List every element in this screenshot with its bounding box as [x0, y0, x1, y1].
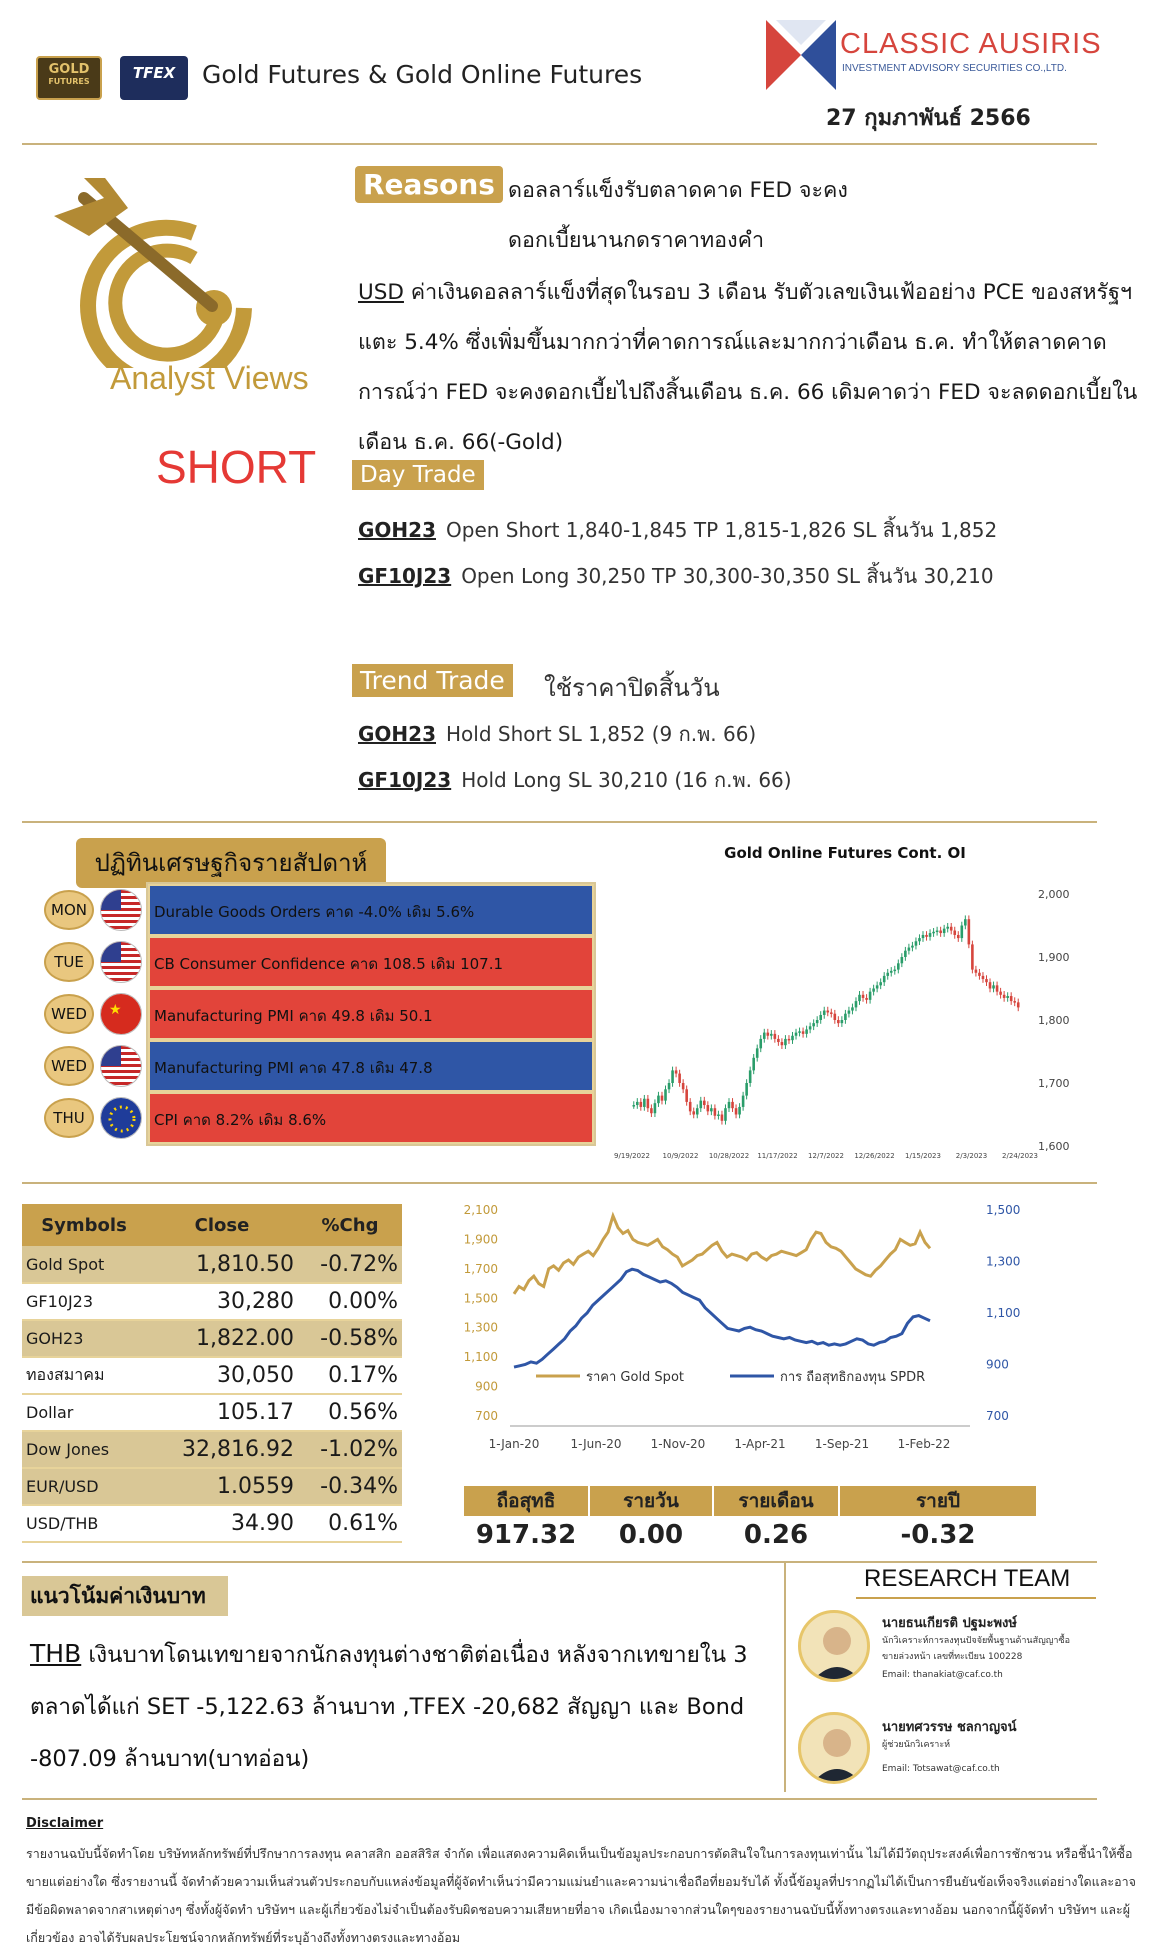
section-divider-2 — [22, 1182, 1097, 1184]
chart1-candle — [883, 976, 886, 982]
chart1-candle — [851, 1007, 854, 1010]
gold-online-futures-chart — [610, 836, 1080, 1166]
chart1-candle — [657, 1096, 660, 1104]
price-symbol: EUR/USD — [22, 1468, 146, 1505]
chart1-candle — [759, 1039, 762, 1048]
analyst-views-label: Analyst Views — [110, 360, 309, 396]
analyst-name-1: นายธนเกียรติ ปฐมะพงษ์ — [882, 1616, 1017, 1631]
price-close: 105.17 — [146, 1394, 298, 1431]
chart1-candle — [978, 973, 981, 976]
chart1-candle — [668, 1083, 671, 1089]
spdr-header-0: ถือสุทธิ — [464, 1486, 588, 1516]
chart2-x-tick: 1-Nov-20 — [650, 1437, 706, 1451]
chart1-candle — [886, 973, 889, 976]
chart1-candle — [742, 1096, 745, 1107]
gold-spot-spdr-chart — [440, 1188, 1040, 1458]
chart1-candle — [918, 938, 921, 941]
price-row — [22, 1357, 402, 1394]
chart1-candle — [777, 1039, 780, 1042]
chart1-candle — [999, 992, 1002, 995]
chart2-y-right-tick: 1,100 — [986, 1306, 1021, 1320]
chart1-candle — [654, 1103, 657, 1113]
chart1-x-tick: 10/9/2022 — [662, 1152, 699, 1160]
chart1-candle — [696, 1108, 699, 1114]
chart1-candle — [721, 1115, 724, 1121]
chart1-candle — [798, 1031, 801, 1033]
chart1-candle — [636, 1102, 639, 1105]
price-row — [22, 1505, 402, 1542]
price-close: 30,280 — [146, 1283, 298, 1320]
price-row — [22, 1394, 402, 1431]
chart1-candle — [728, 1102, 731, 1108]
chart1-candle — [953, 931, 956, 935]
chart1-candle — [643, 1099, 646, 1107]
spdr-value-2: 0.26 — [743, 1520, 809, 1550]
chart1-x-tick: 9/19/2022 — [614, 1152, 650, 1160]
chart1-y-tick: 2,000 — [1038, 888, 1070, 901]
chart1-candle — [819, 1015, 822, 1020]
chart1-candle — [858, 995, 861, 1001]
calendar-event-0: Durable Goods Orders คาด -4.0% เดิม 5.6% — [148, 884, 594, 936]
chart1-candle — [816, 1020, 819, 1023]
chart1-x-tick: 11/17/2022 — [757, 1152, 798, 1160]
chart1-candle — [809, 1026, 812, 1029]
chart1-candle — [925, 935, 928, 937]
baht-body: เงินบาทโดนเทขายจากนักลงทุนต่างชาติต่อเนื่อง หลังจากเทขายใน 3 ตลาดได้แก่ SET -5,122.63 ล้านบาท ,TFEX -20,682 สัญญา และ Bond -807.09 ล้านบาท(บาทอ่อน) — [30, 1642, 748, 1772]
price-close: 1.0559 — [146, 1468, 298, 1505]
price-header-close: Close — [146, 1204, 298, 1246]
chart1-x-tick: 10/28/2022 — [708, 1152, 750, 1160]
chart1-y-tick: 1,900 — [1038, 951, 1070, 964]
analyst-info-1a: นักวิเคราะห์การลงทุนปัจจัยพื้นฐานด้านสัญญาซื้อ — [882, 1636, 1070, 1646]
person-icon — [801, 1715, 870, 1784]
day-trade-line-2 — [358, 560, 994, 592]
price-symbol: GOH23 — [22, 1320, 146, 1357]
cn-flag-icon — [100, 993, 142, 1035]
chart1-candle — [844, 1014, 847, 1020]
chart2-series-1 — [514, 1269, 930, 1367]
chart1-candle — [682, 1083, 685, 1089]
chart1-x-tick: 2/24/2023 — [1002, 1152, 1038, 1160]
spdr-header-3: รายปี — [840, 1486, 1036, 1516]
chart1-candle — [731, 1102, 734, 1108]
calendar-day-3: WED — [44, 1046, 94, 1086]
chart1-candle — [872, 989, 875, 992]
price-change: 0.17% — [298, 1357, 402, 1394]
chart1-candle — [774, 1034, 777, 1039]
price-close: 1,810.50 — [146, 1246, 298, 1283]
reasons-body — [358, 268, 1148, 468]
chart1-candle — [1006, 996, 1009, 998]
day-trade-code-2: GF10J23 — [358, 564, 452, 588]
chart2-x-tick: 1-Sep-21 — [814, 1437, 870, 1451]
day-trade-line-1 — [358, 514, 997, 546]
day-trade-text-2: Open Long 30,250 TP 30,300-30,350 SL สิ้นวัน 30,210 — [461, 564, 994, 588]
disclaimer-title: Disclaimer — [26, 1816, 104, 1831]
chart1-candle — [661, 1096, 664, 1101]
chart1-candle — [770, 1034, 773, 1036]
price-close: 34.90 — [146, 1505, 298, 1542]
reasons-body-text: ค่าเงินดอลลาร์แข็งที่สุดในรอบ 3 เดือน รับตัวเลขเงินเฟ้ออย่าง PCE ของสหรัฐฯแตะ 5.4% ซึ่งเพิ่มขึ้นมากกว่าที่คาดการณ์และมากกว่าเดือน ธ.ค. ทำให้ตลาดคาดการณ์ว่า FED จะคงดอกเบี้ยไปถึงสิ้นเดือน ธ.ค. 66 เดิมคาดว่า FED จะลดดอกเบี้ยในเดือน ธ.ค. 66(-Gold) — [358, 280, 1138, 455]
chart1-candle — [812, 1023, 815, 1026]
us-flag-icon — [100, 1045, 142, 1087]
analyst-avatar-1 — [798, 1610, 870, 1682]
chart1-candle — [865, 998, 868, 1000]
calendar-event-1: CB Consumer Confidence คาด 108.5 เดิม 107.1 — [148, 936, 594, 988]
chart1-candle — [735, 1108, 738, 1114]
chart1-candle — [1017, 1002, 1020, 1007]
research-title-underline — [856, 1597, 1096, 1599]
chart2-x-tick: 1-Jan-20 — [488, 1437, 540, 1451]
chart1-candle — [879, 982, 882, 985]
chart1-candle — [939, 931, 942, 934]
chart1-candle — [890, 971, 893, 973]
chart1-x-tick: 2/3/2023 — [955, 1152, 988, 1160]
chart1-candle — [707, 1105, 710, 1111]
chart1-candle — [964, 919, 967, 925]
chart2-y-right-tick: 1,300 — [986, 1254, 1021, 1269]
price-symbol: USD/THB — [22, 1505, 146, 1542]
header-divider — [22, 143, 1097, 145]
trend-trade-line-2 — [358, 764, 792, 796]
chart1-candle — [749, 1070, 752, 1083]
price-row — [22, 1283, 402, 1320]
tfex-logo — [120, 56, 188, 100]
chart2-y-left-tick: 1,700 — [463, 1261, 498, 1276]
chart1-candle — [788, 1039, 791, 1041]
price-row — [22, 1246, 402, 1283]
analyst-email-1: Email: thanakiat@caf.co.th — [882, 1670, 1003, 1680]
chart1-candle — [904, 951, 907, 957]
price-symbol: ทองสมาคม — [22, 1357, 146, 1394]
trend-trade-code-2: GF10J23 — [358, 768, 452, 792]
chart1-candle — [795, 1033, 798, 1036]
chart1-candle — [897, 963, 900, 969]
price-header-symbols: Symbols — [22, 1204, 146, 1246]
trend-trade-code-1: GOH23 — [358, 722, 436, 746]
gold-logo-line1: GOLD — [48, 62, 90, 77]
calendar-day-2: WED — [44, 994, 94, 1034]
chart1-candle — [975, 970, 978, 973]
reasons-usd-label: USD — [358, 280, 404, 305]
chart1-y-tick: 1,600 — [1038, 1140, 1070, 1153]
chart1-candle — [717, 1115, 720, 1117]
chart1-candle — [745, 1083, 748, 1096]
chart1-candle — [671, 1070, 674, 1083]
calendar-event-3: Manufacturing PMI คาด 47.8 เดิม 47.8 — [148, 1040, 594, 1092]
chart1-candle — [692, 1111, 695, 1114]
analyst-info-1b: ขายล่วงหน้า เลขที่ทะเบียน 100228 — [882, 1652, 1023, 1662]
day-trade-text-1: Open Short 1,840-1,845 TP 1,815-1,826 SL สิ้นวัน 1,852 — [446, 518, 998, 542]
chart1-candle — [929, 933, 932, 937]
chart1-candle — [862, 995, 865, 998]
price-symbol: Gold Spot — [22, 1246, 146, 1283]
person-icon — [801, 1613, 870, 1682]
chart1-candle — [767, 1033, 770, 1036]
price-row — [22, 1468, 402, 1505]
baht-code: THB — [30, 1639, 82, 1668]
calendar-day-4: THU — [44, 1098, 94, 1138]
chart1-candle — [784, 1039, 787, 1045]
price-row — [22, 1320, 402, 1357]
trend-trade-text-2: Hold Long SL 30,210 (16 ก.พ. 66) — [461, 768, 792, 792]
chart2-x-tick: 1-Feb-22 — [897, 1437, 951, 1451]
us-flag-icon — [100, 941, 142, 983]
price-symbol: GF10J23 — [22, 1283, 146, 1320]
calendar-frame — [146, 882, 596, 1146]
chart1-candle — [752, 1058, 755, 1071]
report-date: 27 กุมภาพันธ์ 2566 — [826, 106, 1031, 131]
chart2-series-0 — [514, 1216, 930, 1294]
chart1-candle — [982, 976, 985, 979]
chart1-candle — [901, 957, 904, 963]
chart1-title: Gold Online Futures Cont. OI — [724, 844, 966, 862]
chart2-x-tick: 1-Apr-21 — [734, 1437, 786, 1451]
price-header-chg: %Chg — [298, 1204, 402, 1246]
chart1-candle — [714, 1108, 717, 1116]
price-row — [22, 1431, 402, 1468]
gold-logo-line2: FUTURES — [48, 77, 90, 86]
chart1-candle — [1013, 1001, 1016, 1003]
brand-subtitle: INVESTMENT ADVISORY SECURITIES CO.,LTD. — [842, 63, 1067, 74]
research-team-title: RESEARCH TEAM — [864, 1565, 1071, 1592]
chart1-candle — [989, 982, 992, 988]
chart1-candle — [632, 1105, 635, 1107]
chart1-candle — [869, 992, 872, 1000]
chart2-y-right-tick: 1,500 — [986, 1203, 1021, 1217]
chart1-candle — [647, 1099, 650, 1108]
calendar-event-2: Manufacturing PMI คาด 49.8 เดิม 50.1 — [148, 988, 594, 1040]
day-trade-code-1: GOH23 — [358, 518, 436, 542]
price-change: -0.34% — [298, 1468, 402, 1505]
chart1-candle — [699, 1101, 702, 1109]
chart1-candle — [992, 985, 995, 988]
page-title: Gold Futures & Gold Online Futures — [202, 60, 643, 89]
eu-flag-icon — [100, 1097, 142, 1139]
chart1-candle — [756, 1048, 759, 1057]
calendar-title: ปฏิทินเศรษฐกิจรายสัปดาห์ — [76, 838, 386, 888]
price-symbol: Dollar — [22, 1394, 146, 1431]
chart1-candle — [950, 927, 953, 931]
calendar-event-4: CPI คาด 8.2% เดิม 8.6% — [148, 1092, 594, 1144]
chart1-candle — [678, 1074, 681, 1083]
chart1-candle — [932, 932, 935, 934]
chart1-candle — [826, 1011, 829, 1013]
chart1-candle — [943, 929, 946, 933]
baht-outlook-title: แนวโน้มค่าเงินบาท — [22, 1576, 228, 1616]
chart1-candle — [791, 1036, 794, 1040]
target-arrow-icon — [44, 178, 344, 368]
analyst-email-2: Email: Totsawat@caf.co.th — [882, 1764, 1000, 1774]
price-close: 30,050 — [146, 1357, 298, 1394]
chart1-candle — [781, 1042, 784, 1045]
spdr-value-3: -0.32 — [900, 1520, 976, 1550]
trend-trade-line-1 — [358, 718, 756, 750]
spdr-value-1: 0.00 — [618, 1520, 684, 1550]
chart2-y-right-tick: 900 — [986, 1357, 1009, 1372]
chart1-candle — [685, 1089, 688, 1102]
price-symbol: Dow Jones — [22, 1431, 146, 1468]
spdr-header-2: รายเดือน — [714, 1486, 838, 1516]
chart1-y-tick: 1,700 — [1038, 1077, 1070, 1090]
chart1-candle — [968, 919, 971, 944]
baht-outlook-text — [30, 1628, 770, 1785]
chart1-candle — [915, 941, 918, 945]
chart1-candle — [922, 935, 925, 938]
analyst-name-2: นายทศวรรษ ชลกาญจน์ — [882, 1720, 1017, 1735]
chart1-candle — [640, 1102, 643, 1107]
chart1-candle — [834, 1014, 837, 1020]
trend-trade-text-1: Hold Short SL 1,852 (9 ก.พ. 66) — [446, 722, 757, 746]
chart2-y-right-tick: 700 — [986, 1409, 1009, 1423]
chart2-y-left-tick: 700 — [475, 1409, 498, 1423]
chart2-y-left-tick: 2,100 — [463, 1203, 498, 1217]
day-trade-tag: Day Trade — [352, 460, 484, 490]
chart1-candle — [763, 1033, 766, 1039]
trend-trade-note: ใช้ราคาปิดสิ้นวัน — [544, 674, 720, 702]
chart1-x-tick: 12/26/2022 — [854, 1152, 895, 1160]
chart1-candle — [664, 1089, 667, 1100]
tfex-logo-text: TFEX — [132, 64, 176, 82]
price-change: 0.00% — [298, 1283, 402, 1320]
chart1-candle — [710, 1108, 713, 1111]
brand-name: CLASSIC AUSIRIS — [840, 28, 1102, 60]
chart1-candle — [689, 1102, 692, 1111]
chart1-candle — [1003, 995, 1006, 998]
spdr-header-1: รายวัน — [590, 1486, 712, 1516]
chart1-candle — [855, 1001, 858, 1007]
chart1-candle — [675, 1070, 678, 1073]
price-change: -0.72% — [298, 1246, 402, 1283]
chart2-legend-label-0: ราคา Gold Spot — [586, 1370, 684, 1385]
chart1-candle — [985, 979, 988, 982]
chart1-candle — [961, 926, 964, 939]
chart1-candle — [841, 1020, 844, 1023]
chart2-x-tick: 1-Jun-20 — [570, 1437, 622, 1451]
chart2-legend-label-1: การ ถือสุทธิกองทุน SPDR — [780, 1370, 926, 1385]
svg-text:★: ★ — [109, 1002, 122, 1018]
chart1-candle — [802, 1031, 805, 1034]
price-change: -1.02% — [298, 1431, 402, 1468]
chart1-candle — [837, 1020, 840, 1023]
chart1-candle — [738, 1107, 741, 1115]
analyst-info-2a: ผู้ช่วยนักวิเคราะห์ — [882, 1740, 951, 1750]
reasons-headline: ดอลลาร์แข็งรับตลาดคาด FED จะคงดอกเบี้ยนานกดราคาทองคำ — [508, 178, 848, 253]
chart1-candle — [876, 985, 879, 988]
chart1-x-tick: 1/15/2023 — [905, 1152, 941, 1160]
chart1-candle — [911, 946, 914, 948]
chart1-candle — [805, 1029, 808, 1033]
research-divider — [784, 1562, 786, 1792]
chart2-y-left-tick: 1,900 — [463, 1232, 498, 1247]
price-change: 0.61% — [298, 1505, 402, 1542]
chart1-candle — [908, 948, 911, 951]
section-divider-3 — [22, 1561, 1097, 1563]
analyst-avatar-2 — [798, 1712, 870, 1784]
section-divider-4 — [22, 1798, 1097, 1800]
price-table — [22, 1204, 402, 1543]
us-flag-icon — [100, 889, 142, 931]
chart1-candle — [724, 1108, 727, 1121]
chart1-candle — [823, 1011, 826, 1015]
reasons-tag: Reasons — [355, 166, 503, 203]
chart2-y-left-tick: 1,100 — [463, 1350, 498, 1365]
chart1-candle — [893, 970, 896, 972]
chart1-y-tick: 1,800 — [1038, 1014, 1070, 1027]
chart1-x-tick: 12/7/2022 — [808, 1152, 844, 1160]
chart1-candle — [650, 1108, 653, 1113]
section-divider-1 — [22, 821, 1097, 823]
disclaimer-text: รายงานฉบับนี้จัดทำโดย บริษัทหลักทรัพย์ที่ปรึกษาการลงทุน คลาสสิก ออสสิริส จำกัด เพื่อแสดงความคิดเห็นเป็นข้อมูลประกอบการตัดสินใจในการลงทุนเท่านั้น ไม่ได้มีวัตถุประสงค์เพื่อการชักชวน หรือชี้นำให้ซื้อขายแต่อย่างใด ซึ่งรายงานนี้ จัดทำด้วยความเห็นส่วนตัวประกอบกับแหล่งข้อมูลที่ผู้จัดทำเห็นว่ามีความแม่นยำและความน่าเชื่อถือที่ยอมรับได้ ทั้งนี้ข้อมูลที่ปรากฏไม่ได้เป็นการยืนยันข้อเท็จจริงแต่อย่างใดและอาจมีข้อผิดพลาดจากสาเหตุต่างๆ ซึ่งทั้งผู้จัดทำ บริษัทฯ และผู้เกี่ยวข้องไม่จำเป็นต้องรับผิดชอบความเสียหายที่อาจ เกิดเนื่องมาจากส่วนใดๆของรายงานฉบับนี้ทั้งทางตรงและทางอ้อม นอกจากนี้ผู้จัดทำ บริษัทฯ และผู้เกี่ยวข้อง อาจได้รับผลประโยชน์จากหลักทรัพย์ที่ระบุอ้างถึงทั้งทางตรงและทางอ้อม — [26, 1846, 1136, 1945]
chart1-candle — [971, 944, 974, 969]
price-close: 1,822.00 — [146, 1320, 298, 1357]
chart1-candle — [946, 927, 949, 929]
analyst-stance: SHORT — [156, 441, 317, 493]
chart1-candle — [1010, 996, 1013, 1001]
price-change: -0.58% — [298, 1320, 402, 1357]
chart1-candle — [996, 985, 999, 991]
price-close: 32,816.92 — [146, 1431, 298, 1468]
chart2-y-left-tick: 1,500 — [463, 1291, 498, 1306]
chart1-candle — [830, 1012, 833, 1014]
calendar-day-0: MON — [44, 890, 94, 930]
trend-trade-tag: Trend Trade — [352, 664, 513, 697]
chart1-candle — [936, 931, 939, 933]
chart2-y-left-tick: 900 — [475, 1379, 498, 1394]
chart1-candle — [848, 1011, 851, 1014]
calendar-day-1: TUE — [44, 942, 94, 982]
chart1-candle — [703, 1101, 706, 1105]
spdr-value-0: 917.32 — [475, 1520, 577, 1550]
company-logo-icon — [766, 20, 836, 90]
chart2-y-left-tick: 1,300 — [463, 1320, 498, 1335]
gold-futures-logo — [36, 56, 102, 100]
chart1-candle — [957, 935, 960, 938]
price-change: 0.56% — [298, 1394, 402, 1431]
